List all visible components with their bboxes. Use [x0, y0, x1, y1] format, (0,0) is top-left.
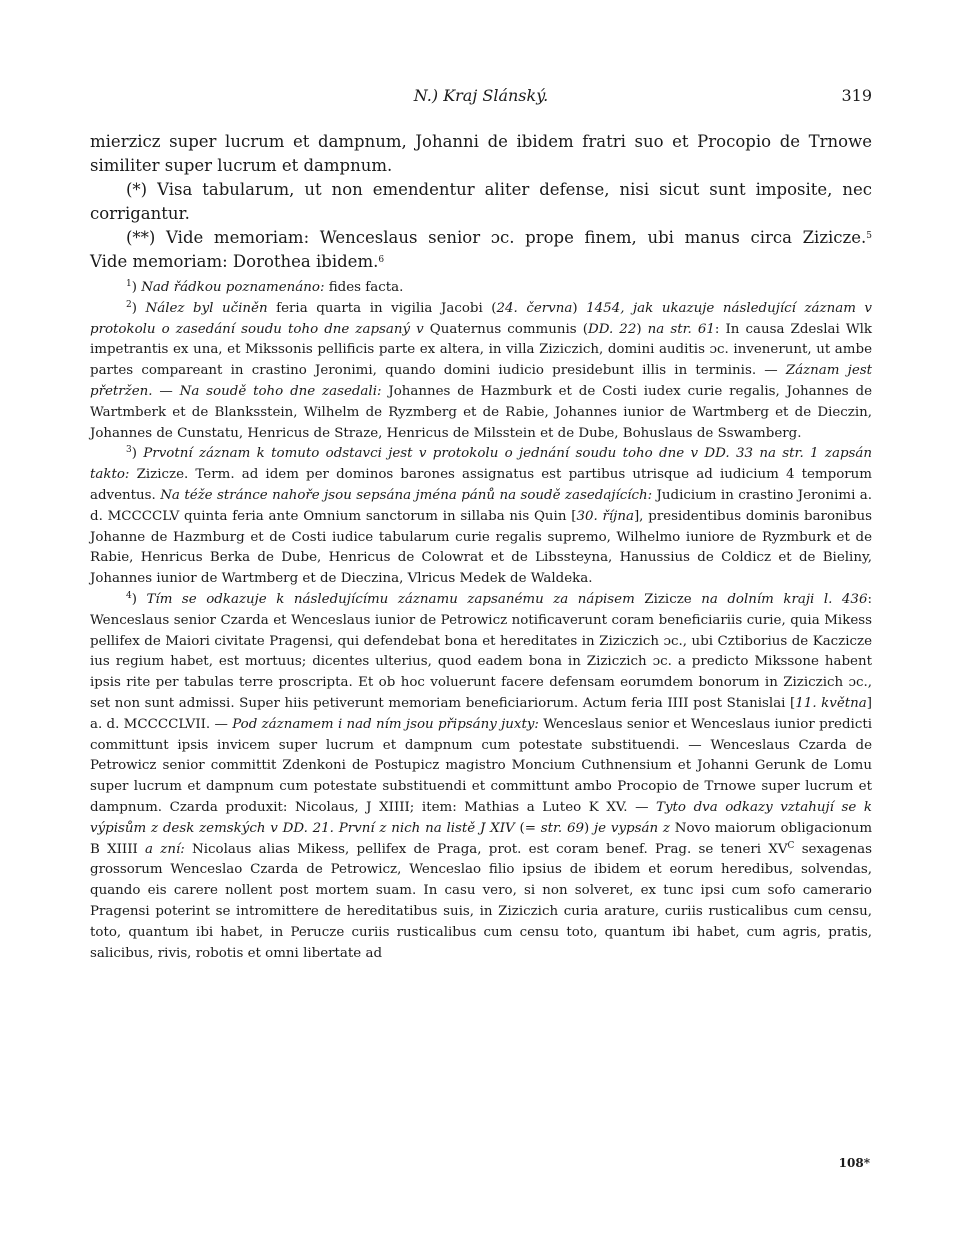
footnote-text: (=: [514, 820, 541, 836]
footnote-ref: 5: [866, 231, 872, 241]
footnote-text: 30. října: [576, 508, 634, 524]
footnote-text: Pod záznamem i nad ním jsou připsány juxty:: [232, 716, 539, 732]
footnote-text: Na soudě toho dne zasedali:: [179, 383, 382, 399]
main-paragraph: [90, 226, 899, 274]
footnote-text: 11. května: [795, 695, 867, 711]
paragraph-text: mierzicz super lucrum et dampnum, Johanni de ibidem fratri suo et Procopio de Trnowe similiter super lucrum et dampnum.: [90, 132, 872, 175]
footnote-text: ): [636, 321, 648, 337]
footnote-text: C: [787, 840, 795, 851]
footnote-text: a zní:: [145, 841, 185, 857]
footnote-text: —: [152, 383, 180, 399]
footnote-text: 1454, jak ukazuje následující záznam v protokolu o zasedání soudu toho dne zapsaný v: [90, 300, 873, 337]
footnote-number: 3: [126, 445, 132, 456]
footnote-number: 1: [126, 279, 132, 289]
footnote-text: Zizicze. Term. ad idem per dominos barones assignatus est partibus utrisque ad iudicium 4 temporum adventus.: [90, 467, 872, 503]
footnote-1: $^1$) Nad řádkou poznamenáno: fides facta.: [126, 279, 404, 295]
paragraph-text: (*) Visa tabularum, ut non emendentur aliter defense, nisi sicut sunt imposite, nec corrigantur.: [90, 180, 872, 223]
footnote-text: ): [584, 820, 595, 836]
footnote-number: 4: [126, 590, 132, 601]
footnote-text: DD. 22: [587, 321, 637, 337]
footnote-number: 2: [126, 299, 132, 310]
footnote-text: Na téže stránce nahoře jsou sepsána jména pánů na soudě zasedajících:: [160, 487, 653, 503]
footnote-text: Johannes de Hazmburk et de Costi iudex curie regalis, Johannes de Wartmberk et de Blanksstein, Wilhelm de Ryzmberg et de Rabie, Johannes iunior de Wartmberg et de Dieczin, Johannes de Cunstatu, Henricus de Straze, Henricus de Milsstein et de Dube, Bohuslaus de Sswamberg.: [90, 383, 873, 441]
signature-mark: 108*: [838, 1156, 870, 1170]
footnote-text: feria quarta in vigilia Jacobi (: [267, 300, 497, 316]
footnote-text: Zizicze: [634, 591, 702, 607]
footnote-text: na dolním kraji l. 436: [701, 591, 868, 607]
page-body: [90, 130, 899, 964]
footnote-text: Novo maiorum obligacionum B XIIII: [90, 820, 873, 857]
main-paragraph: [90, 178, 872, 226]
footnote-4: $^4$) Tím se odkazuje k následujícímu záznamu zapsanému za nápisem Zizicze na dolním kraji l. 436: Wenceslaus senior Czarda et Wenceslaus iunior de Petrowicz notificaverunt coram beneficiariis curie, quia Mikess pellifex de Maiori civitate Pragensi, qui defendebat bona et hereditates in Ziziczich ɔc., ubi Cztiborius de Kaczicze ius regium habet, est mortuus; dicentes ulterius, quod eadem bona in Ziziczich ɔc. a predicto Mikssone habent ipsis rite per tabulas terre proscripta. Et ob hoc voluerunt facere defensam eorumdem bonorum in Ziziczich ɔc., set non sunt admissi. Super hiis petiverunt memoriam beneficiariorum. Actum feria IIII post Stanislai [11. května] a. d. MCCCCLVII. — Pod záznamem i nad ním jsou připsány juxty: Wenceslaus senior et Wenceslaus iunior predicti committunt ipsis invicem super lucrum et dampnum cum potestate substituendi. — Wenceslaus Czarda de Petrowicz senior committit Zdenkoni de Postupicz magistro Moncium Cuthnensium et Johanni Gerunk de Lomu super lucrum et dampnum cum potestate substituendi et committunt ambo Procopio de Trnowe super lucrum et dampnum. Czarda produxit: Nicolaus, J XIIII; item: Mathias a Luteo K XV. — Tyto dva odkazy vztahují se k výpisům z desk zemských v DD. 21. První z nich na listě J XIV (= str. 69) je vypsán z Novo maiorum obligacionum B XIIII a zní: Nicolaus alias Mikess, pellifex de Praga, prot. est coram benef. Prag. se teneri $XV^C$ sexagenas grossorum Wenceslao Czarda de Petrowicz, Wenceslao filio ipsius de ibidem et eorum heredibus, solvendas, quando eis carere nollent post mortem suam. In casu vero, si non solveret, ex tunc ipsi cum sofo camerario Pragensi poterint se intromittere de hereditatibus suis, in Ziziczich curia arature, curiis rusticalibus cum censu, toto, quantum ibi habet, in Perucze curiis rusticalibus cum censu toto, quantum ibi habet, cum agris, pratis, salicibus, rivis, robotis et omni libertate ad: [90, 590, 873, 961]
footnote-text: Záznam jest přetržen.: [90, 363, 873, 399]
footnote-text: Nad řádkou poznamenáno:: [141, 280, 325, 295]
footnote-text: sexagenas grossorum Wenceslao Czarda de Petrowicz, Wenceslao filio ipsius de ibidem et eorum heredibus, solvendas, quando eis carere nollent post mortem suam. In casu vero, si non solveret, ex tunc ipsi cum sofo camerario Pragensi poterint se intromittere de hereditatibus suis, in Ziziczich curia arature, curiis rusticalibus cum censu, toto, quantum ibi habet, in Perucze curiis rusticalibus cum censu toto, quantum ibi habet, cum agris, pratis, salicibus, rivis, robotis et omni libertate ad: [90, 841, 872, 961]
paragraph-text: Vide memoriam: Dorothea ibidem.: [90, 228, 899, 271]
footnote-text: str. 69: [540, 820, 584, 836]
footnote-3: $^3$) Prvotní záznam k tomuto odstavci jest v protokolu o jednání soudu toho dne v DD. 33 na str. 1 zapsán takto: Zizicze. Term. ad idem per dominos barones assignatus est partibus utrisque ad iudicium 4 temporum adventus. Na téže stránce nahoře jsou sepsána jména pánů na soudě zasedajících: Judicium in crastino Jeronimi a. d. MCCCCLV quinta feria ante Omnium sanctorum in sillaba nis Quin [30. října], presidentibus dominis baronibus Johanne de Hazmburg et de Costi iudice tabularum curie regalis supremo, Wilhelmo iuniore de Ryzmburk et de Rabie, Henricus Berka de Dube, Henricus de Colowrat et de Libssteyna, Hanussius de Coldicz et de Bieliny, Johannes iunior de Wartmberg et de Dieczina, Vlricus Medek de Waldeka.: [90, 445, 873, 587]
footnote-text: : Wenceslaus senior Czarda et Wenceslaus iunior de Petrowicz notificaverunt coram beneficiariis curie, quia Mikess pellifex de Maiori civitate Pragensi, qui defendebat bona et hereditates in Ziziczich ɔc., ubi Cztiborius de Kaczicze ius regium habet, est mortuus; dicentes ulterius, quod eadem bona in Ziziczich ɔc. a predicto Mikssone habent ipsis rite per tabulas terre proscripta. Et ob hoc voluerunt facere defensam eorumdem bonorum in Ziziczich ɔc., set non sunt admissi. Super hiis petiverunt memoriam beneficiariorum. Actum feria IIII post Stanislai [: [90, 591, 872, 711]
footnote-text: fides facta.: [324, 280, 404, 295]
footnote-text: 24. června: [496, 300, 573, 316]
running-head: N.) Kraj Slánský.: [413, 86, 549, 105]
footnote-text: Wenceslaus senior et Wenceslaus iunior predicti committunt ipsis invicem super lucrum et dampnum cum potestate substituendi. — Wenceslaus Czarda de Petrowicz senior committit Zdenkoni de Postupicz magistro Moncium Cuthnensium et Johanni Gerunk de Lomu super lucrum et dampnum cum potestate substituendi et committunt ambo Procopio de Trnowe super lucrum et dampnum. Czarda produxit: Nicolaus, J XIIII; item: Mathias a Luteo K XV. —: [90, 716, 872, 815]
main-text: [90, 130, 899, 274]
footnote-text: ], presidentibus dominis baronibus Johanne de Hazmburg et de Costi iudice tabularum curie regalis supremo, Wilhelmo iuniore de Ryzmburk et de Rabie, Henricus Berka de Dube, Henricus de Colowrat et de Libssteyna, Hanussius de Coldicz et de Bieliny, Johannes iunior de Wartmberg et de Dieczina, Vlricus Medek de Waldeka.: [90, 508, 872, 587]
paragraph-text: (**) Vide memoriam: Wenceslaus senior ɔc. prope finem, ubi manus circa Zizicze.: [126, 228, 867, 247]
footnote-text: : In causa Zdeslai Wlk impetrantis ex una, et Mikssonis pellificis parte ex altera, in villa Ziziczich, domini auditis ɔc. invenerunt, ut ambe partes compareant in crastino Jeronimi, quando domini iudicio presidebunt illis in terminis. —: [90, 321, 873, 379]
footnote-text: Prvotní záznam k tomuto odstavci jest v protokolu o jednání soudu toho dne v DD. 33 na str. 1 zapsán takto:: [90, 446, 872, 483]
page-header: [90, 86, 872, 110]
footnote-text: ] a. d. MCCCCLVII. —: [90, 695, 872, 732]
footnote-text: Judicium in crastino Jeronimi a. d. MCCCCLV quinta feria ante Omnium sanctorum in sillaba nis Quin [: [90, 487, 873, 524]
main-paragraph: [90, 130, 872, 178]
footnote-text: Nicolaus alias Mikess, pellifex de Praga, prot. est coram benef. Prag. se teneri XV: [184, 841, 788, 857]
footnote-text: Quaternus communis (: [423, 321, 588, 337]
footnote-text: ): [572, 300, 587, 316]
footnote-ref: 6: [378, 255, 385, 265]
page-number: 319: [841, 86, 872, 105]
footnote-text: je vypsán z: [594, 820, 670, 836]
footnote-text: na str. 61: [647, 321, 715, 337]
footnote-text: Nález byl učiněn: [145, 300, 268, 316]
footnote-text: Tyto dva odkazy vztahují se k výpisům z desk zemských v DD. 21. První z nich na listě J XIV: [90, 799, 872, 836]
footnote-text: Tím se odkazuje k následujícímu záznamu zapsanému za nápisem: [146, 591, 635, 607]
footnote-2: $^2$) Nález byl učiněn feria quarta in vigilia Jacobi (24. června) 1454, jak ukazuje následující záznam v protokolu o zasedání soudu toho dne zapsaný v Quaternus communis (DD. 22) na str. 61: In causa Zdeslai Wlk impetrantis ex una, et Mikssonis pellificis parte ex altera, in villa Ziziczich, domini auditis ɔc. invenerunt, ut ambe partes compareant in crastino Jeronimi, quando domini iudicio presidebunt illis in terminis. — Záznam jest přetržen. — Na soudě toho dne zasedali: Johannes de Hazmburk et de Costi iudex curie regalis, Johannes de Wartmberk et de Blanksstein, Wilhelm de Ryzmberg et de Rabie, Johannes iunior de Wartmberg et de Dieczin, Johannes de Cunstatu, Henricus de Straze, Henricus de Milsstein et de Dube, Bohuslaus de Sswamberg.: [90, 299, 873, 441]
footnotes: [90, 278, 872, 964]
